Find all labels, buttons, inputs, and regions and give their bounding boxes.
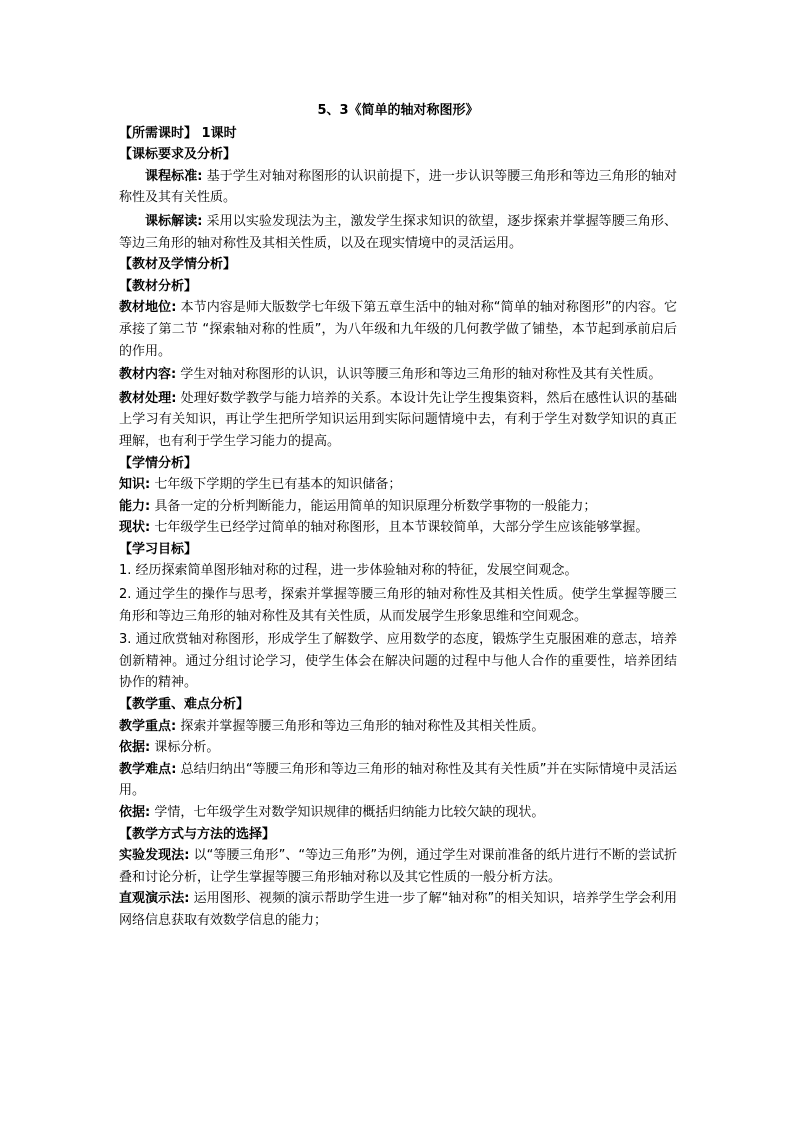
- section-heading-goals: 【学习目标】: [119, 541, 198, 557]
- paragraph-label: 教材地位:: [119, 300, 177, 316]
- paragraph-label: 课标解读:: [145, 213, 203, 229]
- paragraph-text: 采用以实验发现法为主，激发学生探求知识的欲望，逐步探索并掌握等腰三角形、等边三角形的轴对称性及其相关性质，以及在现实情境中的灵活运用。: [119, 213, 677, 251]
- duration-label: 【所需课时】: [119, 125, 198, 141]
- document-title: 5、3《简单的轴对称图形》: [317, 103, 479, 118]
- paragraph-label: 直观演示法:: [119, 891, 190, 907]
- paragraph-label: 教材处理:: [119, 390, 177, 406]
- paragraph-text: 七年级下学期的学生已有基本的知识储备；: [150, 477, 402, 493]
- paragraph-text: 七年级学生已经学过简单的轴对称图形，且本节课较简单，大部分学生应该能够掌握。: [150, 520, 649, 536]
- document-page: [119, 100, 677, 932]
- paragraph-text: 学生对轴对称图形的认识，认识等腰三角形和等边三角形的轴对称性及其有关性质。: [176, 367, 662, 383]
- paragraph-text: 运用图形、视频的演示帮助学生进一步了解“轴对称”的相关知识，培养学生学会利用网络信息获取有效数学信息的能力；: [119, 891, 677, 928]
- paragraph-text: 总结归纳出“等腰三角形和等边三角形的轴对称性及其有关性质”并在实际情境中灵活运用。: [119, 761, 677, 799]
- paragraph-label: 教材内容:: [119, 367, 177, 383]
- goal-item: 3. 通过欣赏轴对称图形，形成学生了解数学、应用数学的态度，锻炼学生克服困难的意志，培养创新精神。通过分组讨论学习，使学生体会在解决问题的过程中与他人合作的重要性，培养团结协作的精神。: [119, 632, 677, 691]
- section-heading-material-student: 【教材及学情分析】: [119, 257, 237, 273]
- section-heading-material: 【教材分析】: [119, 278, 198, 294]
- paragraph-curriculum-standard: [119, 166, 677, 209]
- paragraph-label: 依据:: [119, 740, 151, 756]
- paragraph-student-ability: [119, 496, 677, 518]
- paragraph-key-basis: [119, 737, 677, 759]
- paragraph-label: 知识:: [119, 477, 151, 493]
- paragraph-label: 教学重点:: [119, 718, 177, 734]
- paragraph-student-status: [119, 517, 677, 539]
- paragraph-label: 现状:: [119, 520, 151, 536]
- paragraph-text: 处理好数学教学与能力培养的关系。本设计先让学生搜集资料，然后在感性认识的基础上学习有关知识，再让学生把所学知识运用到实际问题情境中去，有利于学生对数学知识的真正理解，也有利于学生学习能力的提高。: [119, 390, 677, 449]
- paragraph-text: 基于学生对轴对称图形的认识前提下，进一步认识等腰三角形和等边三角形的轴对称性及其有关性质。: [119, 168, 677, 206]
- section-heading-methods: 【教学方式与方法的选择】: [119, 826, 276, 842]
- goal-item: 2. 通过学生的操作与思考，探索并掌握等腰三角形的轴对称性及其相关性质。使学生掌握等腰三角形和等边三角形的轴对称性及其有关性质，从而发展学生形象思维和空间观念。: [119, 587, 677, 624]
- paragraph-curriculum-interpretation: [119, 211, 677, 254]
- paragraph-text: 学情，七年级学生对数学知识规律的概括归纳能力比较欠缺的现状。: [150, 805, 545, 820]
- paragraph-material-position: [119, 297, 677, 362]
- paragraph-label: 课程标准:: [145, 168, 203, 184]
- paragraph-text: 具备一定的分析判断能力，能运用简单的知识原理分析数学事物的一般能力；: [150, 498, 597, 514]
- paragraph-label: 依据:: [119, 805, 151, 820]
- paragraph-text: 探索并掌握等腰三角形和等边三角形的轴对称性及其相关性质。: [176, 718, 545, 734]
- section-heading-keypoints: 【教学重、难点分析】: [119, 697, 250, 713]
- paragraph-material-content: [119, 364, 677, 386]
- paragraph-student-knowledge: [119, 474, 677, 496]
- duration-value: 1课时: [197, 125, 237, 141]
- paragraph-text: 以“等腰三角形”、“等边三角形”为例，通过学生对课前准备的纸片进行不断的尝试折叠和讨论分析，让学生掌握等腰三角形轴对称以及其它性质的一般分析方法。: [119, 848, 678, 885]
- section-heading-student: 【学情分析】: [119, 455, 198, 471]
- paragraph-key-point: [119, 716, 677, 738]
- paragraph-method-experiment: [119, 845, 677, 888]
- paragraph-text: 课标分析。: [150, 740, 220, 756]
- paragraph-material-processing: [119, 388, 677, 453]
- paragraph-method-demonstration: [119, 888, 677, 931]
- paragraph-label: 能力:: [119, 498, 151, 514]
- paragraph-label: 实验发现法:: [119, 848, 190, 864]
- section-heading-curriculum: 【课标要求及分析】: [119, 147, 237, 163]
- paragraph-difficulty: [119, 759, 677, 802]
- paragraph-difficulty-basis: [119, 802, 677, 824]
- goal-item: 1. 经历探索简单图形轴对称的过程，进一步体验轴对称的特征，发展空间观念。: [119, 563, 578, 579]
- paragraph-text: 本节内容是师大版数学七年级下第五章生活中的轴对称“简单的轴对称图形”的内容。它承接了第二节 “探索轴对称的性质”，为八年级和九年级的几何教学做了铺垫，本节起到承前启后的作用。: [119, 300, 677, 359]
- duration-line: [119, 123, 677, 145]
- paragraph-label: 教学难点:: [119, 761, 177, 777]
